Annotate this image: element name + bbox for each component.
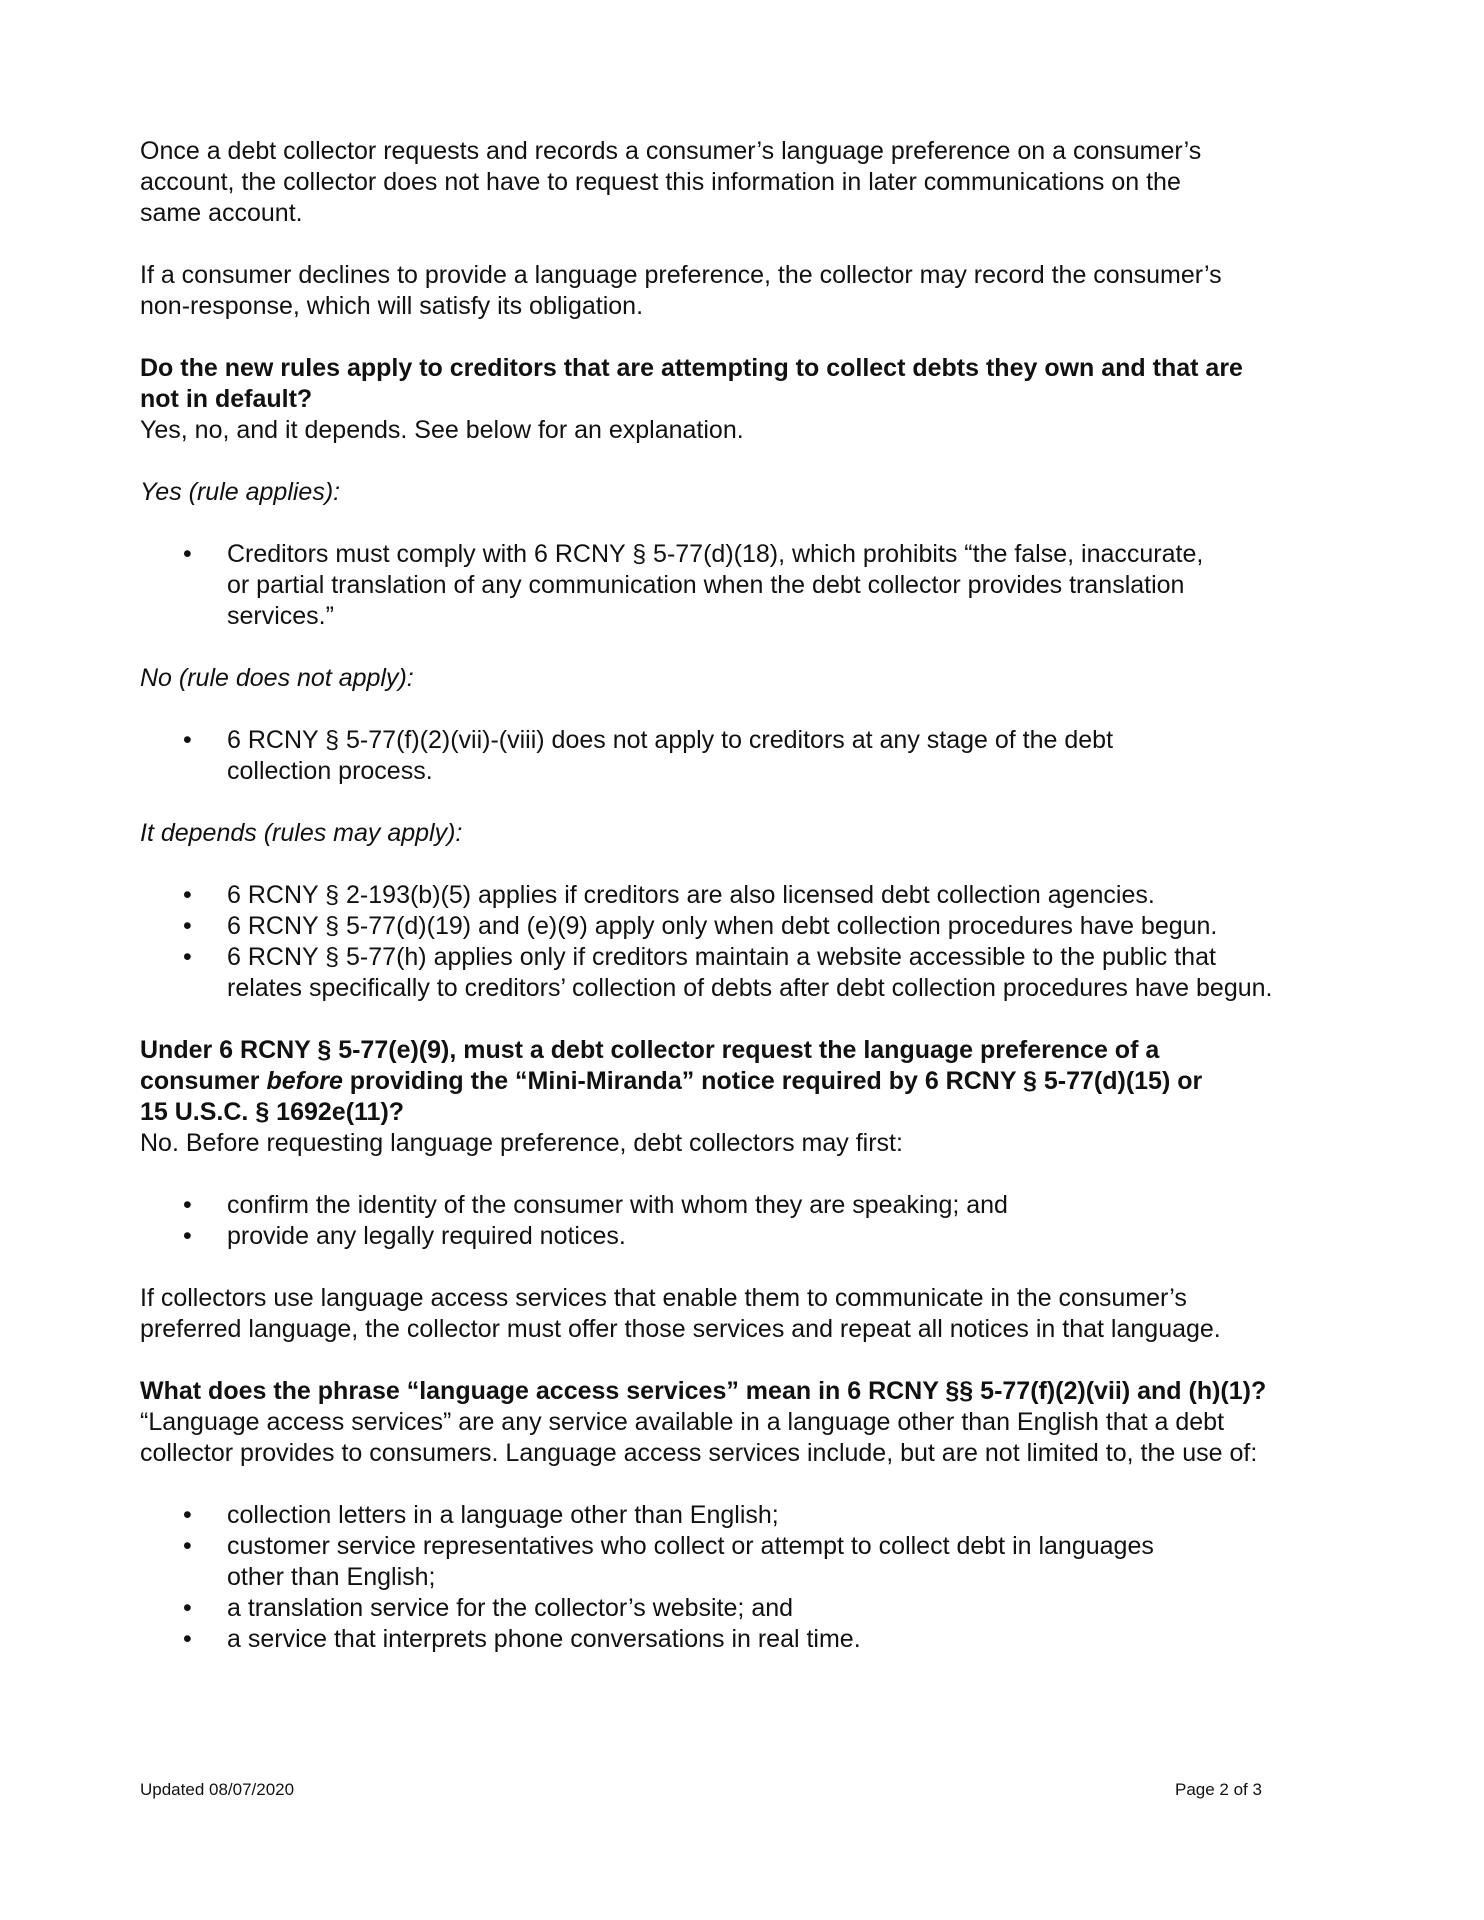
text-line: services.” bbox=[227, 602, 334, 630]
question-3-list bbox=[140, 1500, 1360, 1655]
list-item bbox=[140, 911, 1360, 942]
list-item bbox=[140, 539, 1360, 632]
text-line: If collectors use language access services that enable them to communicate in the consumer’s bbox=[140, 1284, 1187, 1312]
text-line: • 6 RCNY § 5-77(d)(19) and (e)(9) apply only when debt collection procedures have begun. bbox=[227, 912, 1218, 940]
list-item bbox=[140, 1221, 1360, 1252]
text-line: • a service that interprets phone conversations in real time. bbox=[227, 1625, 861, 1653]
emphasis: before bbox=[266, 1067, 343, 1095]
text-line: preferred language, the collector must offer those services and repeat all notices in that language. bbox=[140, 1315, 1221, 1343]
text-line: Do the new rules apply to creditors that are attempting to collect debts they own and that are bbox=[140, 354, 1243, 382]
text-line: relates specifically to creditors’ collection of debts after debt collection procedures have begun. bbox=[227, 974, 1273, 1002]
text-line: • confirm the identity of the consumer with whom they are speaking; and bbox=[227, 1191, 1008, 1219]
text-line bbox=[140, 1066, 1360, 1097]
text-line: • collection letters in a language other than English; bbox=[227, 1501, 779, 1529]
text-run: consumer bbox=[140, 1067, 267, 1095]
text-line: not in default? bbox=[140, 385, 313, 413]
text-line: Yes, no, and it depends. See below for an explanation. bbox=[140, 416, 744, 444]
intro-paragraph-1 bbox=[140, 136, 1360, 229]
text-line: No. Before requesting language preference, debt collectors may first: bbox=[140, 1129, 903, 1157]
list-item bbox=[140, 942, 1360, 1004]
text-line: What does the phrase “language access services” mean in 6 RCNY §§ 5-77(f)(2)(vii) and (h)(1)? bbox=[140, 1377, 1267, 1405]
list-item bbox=[140, 725, 1360, 787]
text-line: non-response, which will satisfy its obligation. bbox=[140, 292, 644, 320]
no-label: No (rule does not apply): bbox=[140, 664, 414, 692]
text-line: • 6 RCNY § 5-77(f)(2)(vii)-(viii) does not apply to creditors at any stage of the debt bbox=[227, 726, 1114, 754]
intro-paragraph-2 bbox=[140, 260, 1360, 322]
text-line: • 6 RCNY § 5-77(h) applies only if creditors maintain a website accessible to the public that bbox=[227, 943, 1216, 971]
text-line: 15 U.S.C. § 1692e(11)? bbox=[140, 1098, 405, 1126]
document-body bbox=[140, 136, 1360, 1655]
text-line: or partial translation of any communication when the debt collector provides translation bbox=[227, 571, 1185, 599]
depends-list bbox=[140, 880, 1360, 1004]
no-list bbox=[140, 725, 1360, 787]
list-item bbox=[140, 1593, 1360, 1624]
yes-list bbox=[140, 539, 1360, 632]
text-line: collector provides to consumers. Language access services include, but are not limited to, the use of: bbox=[140, 1439, 1258, 1467]
list-item bbox=[140, 1190, 1360, 1221]
question-1-heading bbox=[140, 353, 1360, 415]
footer-page-number: Page 2 of 3 bbox=[1175, 1780, 1262, 1799]
list-item bbox=[140, 1531, 1360, 1593]
text-line: other than English; bbox=[227, 1563, 436, 1591]
footer-updated-date: Updated 08/07/2020 bbox=[140, 1780, 295, 1799]
text-line: If a consumer declines to provide a language preference, the collector may record the consumer’s bbox=[140, 261, 1222, 289]
text-line: • provide any legally required notices. bbox=[227, 1222, 626, 1250]
text-line: “Language access services” are any service available in a language other than English that a debt bbox=[140, 1408, 1225, 1436]
list-item bbox=[140, 880, 1360, 911]
text-line: collection process. bbox=[227, 757, 433, 785]
text-line: same account. bbox=[140, 199, 303, 227]
text-line: • a translation service for the collector’s website; and bbox=[227, 1594, 794, 1622]
question-2-followup bbox=[140, 1283, 1360, 1345]
depends-label: It depends (rules may apply): bbox=[140, 819, 463, 847]
yes-label: Yes (rule applies): bbox=[140, 478, 341, 506]
list-item bbox=[140, 1624, 1360, 1655]
text-line: • Creditors must comply with 6 RCNY § 5-77(d)(18), which prohibits “the false, inaccurate, bbox=[227, 540, 1204, 568]
text-line: • 6 RCNY § 2-193(b)(5) applies if creditors are also licensed debt collection agencies. bbox=[227, 881, 1155, 909]
text-line: • customer service representatives who collect or attempt to collect debt in languages bbox=[227, 1532, 1154, 1560]
question-1-answer bbox=[140, 415, 1360, 446]
question-2-answer bbox=[140, 1128, 1360, 1159]
question-3-heading bbox=[140, 1376, 1360, 1407]
list-item bbox=[140, 1500, 1360, 1531]
question-2-list bbox=[140, 1190, 1360, 1252]
text-line: Once a debt collector requests and records a consumer’s language preference on a consumer’s bbox=[140, 137, 1202, 165]
text-line: Under 6 RCNY § 5-77(e)(9), must a debt collector request the language preference of a bbox=[140, 1036, 1160, 1064]
question-2-heading bbox=[140, 1035, 1360, 1128]
text-run: providing the “Mini-Miranda” notice required by 6 RCNY § 5-77(d)(15) or bbox=[342, 1067, 1203, 1095]
question-3-answer bbox=[140, 1407, 1360, 1469]
text-line: account, the collector does not have to request this information in later communications on the bbox=[140, 168, 1181, 196]
